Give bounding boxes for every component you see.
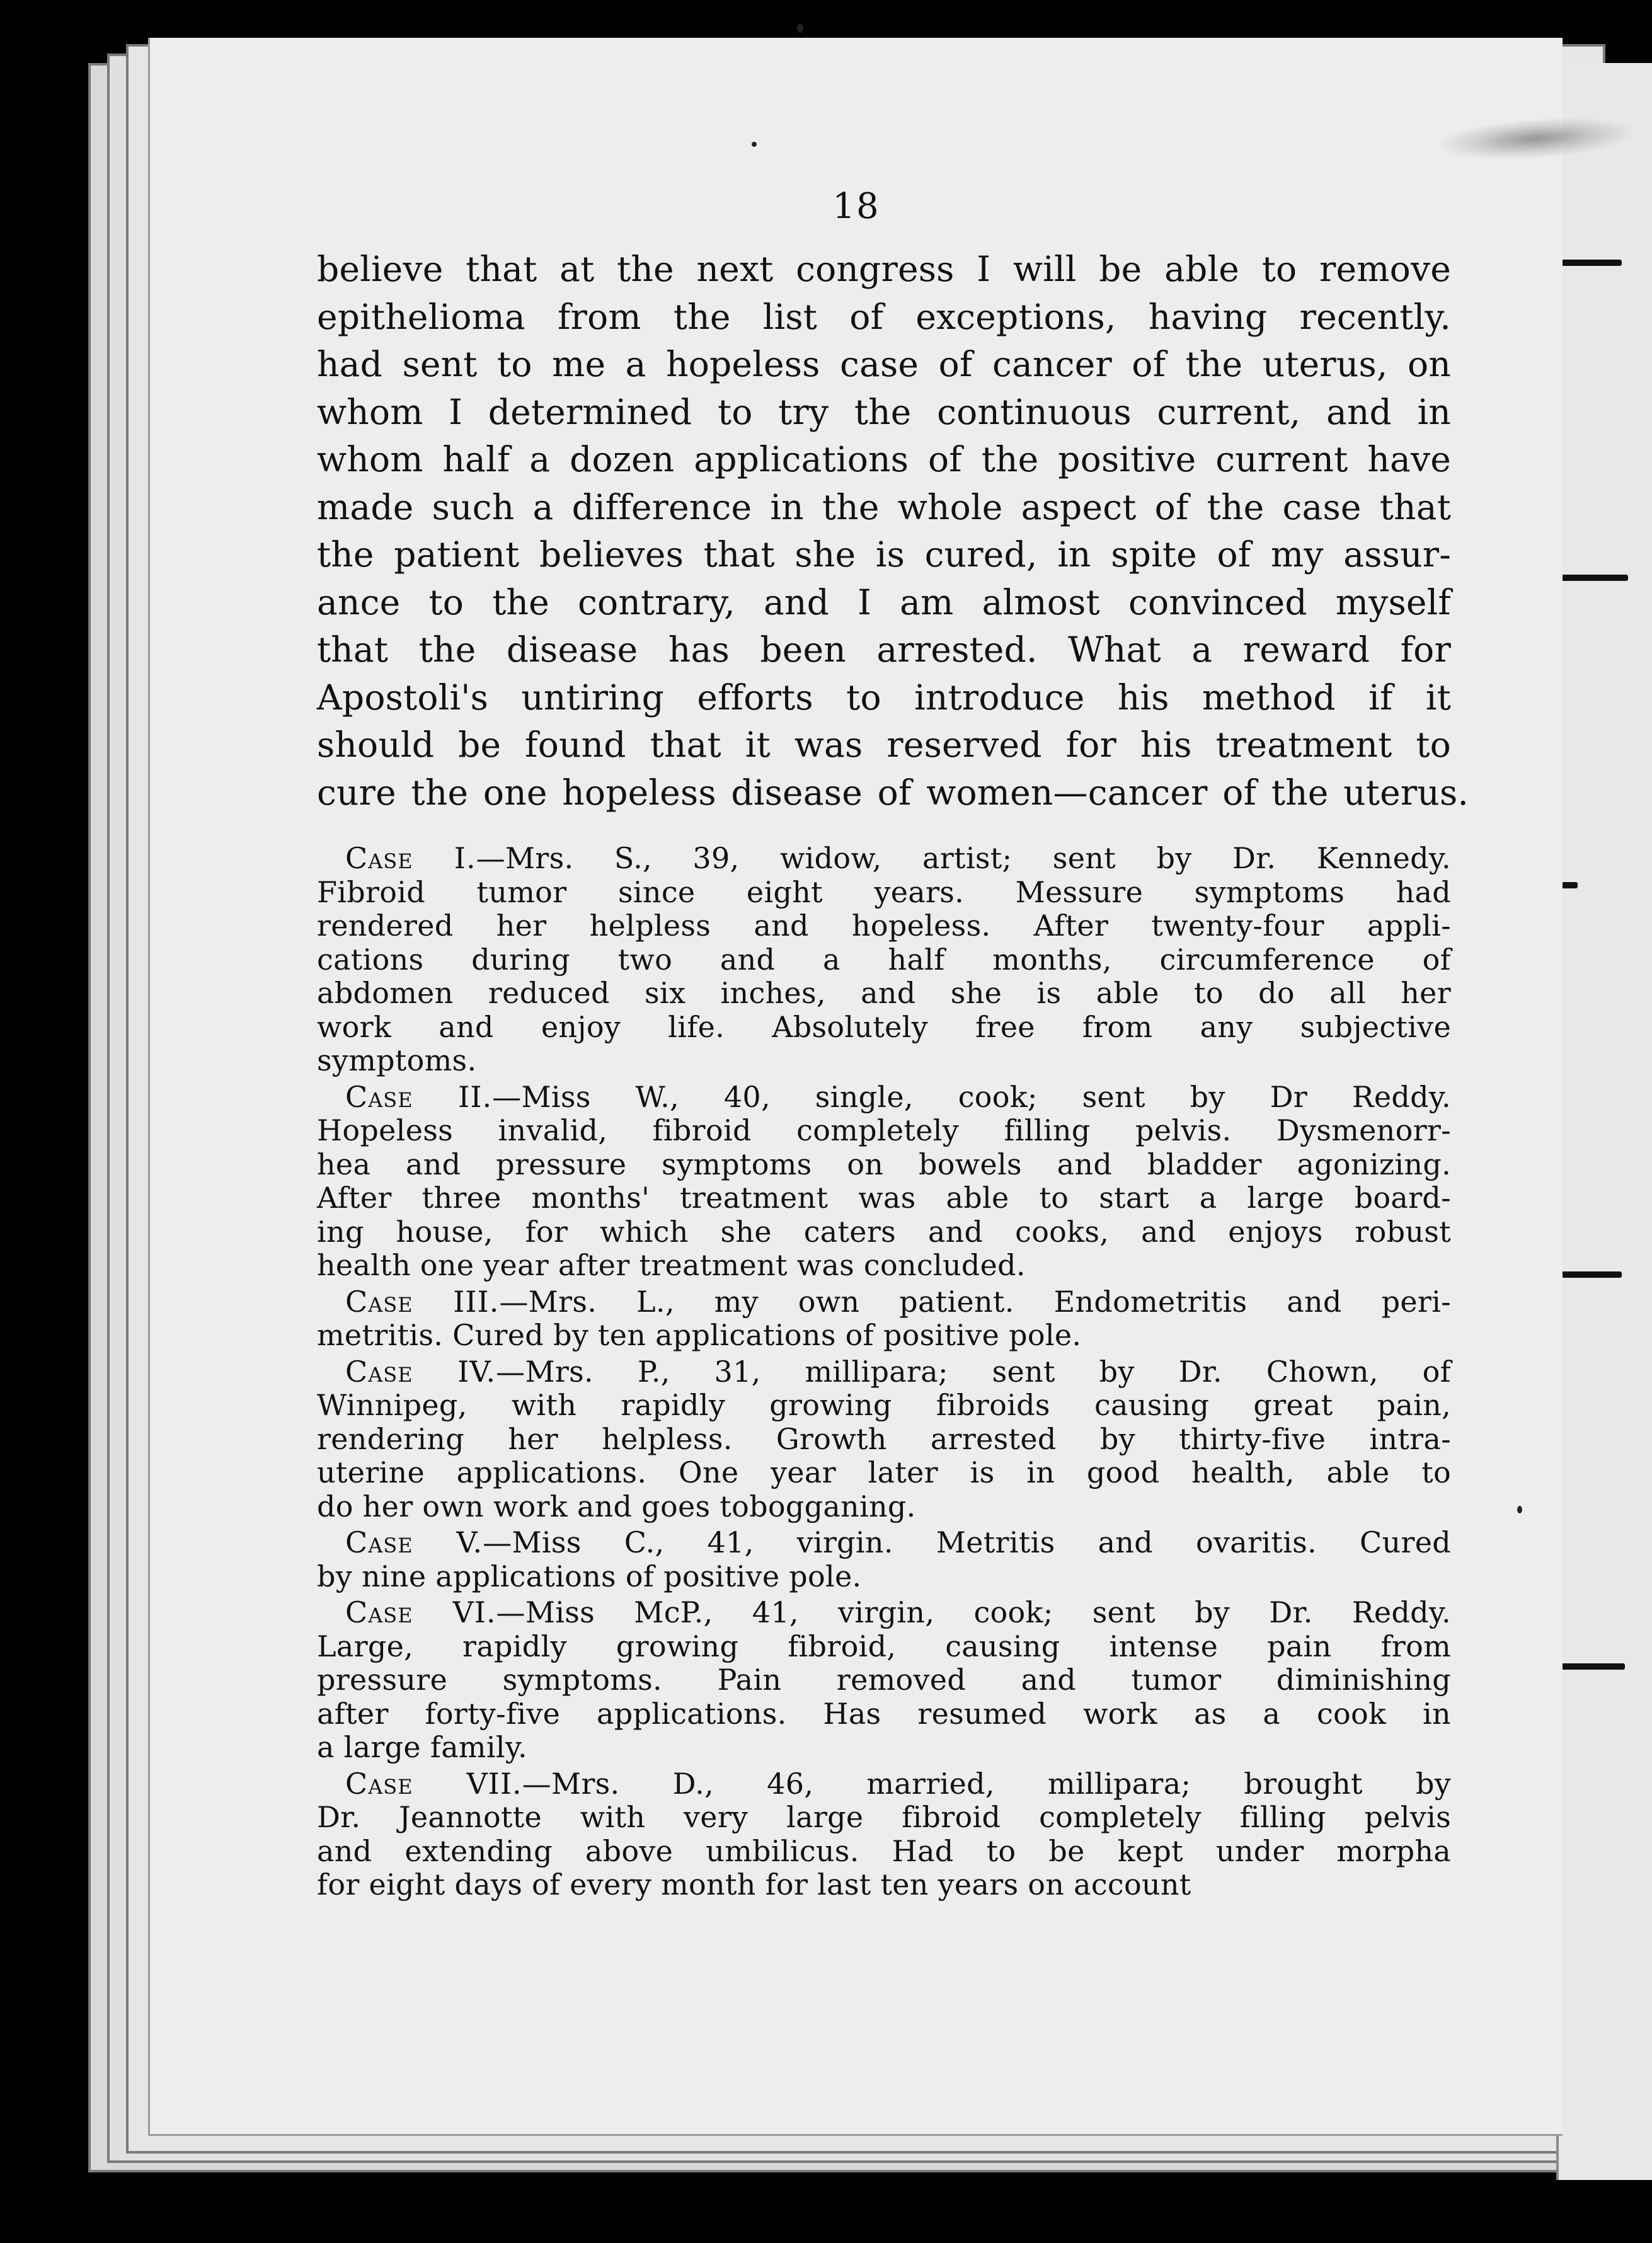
case-line: Winnipeg, with rapidly growing fibroids causing great pain, xyxy=(317,1388,1451,1422)
case-text: —Mrs. P., 31, millipara; sent by Dr. Chown, of xyxy=(496,1354,1451,1389)
body-text xyxy=(317,246,1469,1905)
binding-clip-5 xyxy=(1559,1663,1625,1670)
ink-speck xyxy=(752,142,757,147)
case-line: rendered her helpless and hopeless. After twenty-four appli- xyxy=(317,909,1451,943)
case-text: —Miss McP., 41, virgin, cook; sent by Dr. Reddy. xyxy=(496,1595,1451,1629)
case-text: —Mrs. L., my own patient. Endometritis and peri- xyxy=(499,1284,1451,1319)
case-line: work and enjoy life. Absolutely free from any subjective xyxy=(317,1009,1451,1044)
case-text: —Mrs. S., 39, widow, artist; sent by Dr. Kennedy. xyxy=(476,841,1451,875)
case-heading: Case I. xyxy=(345,841,476,875)
case-line: hea and pressure symptoms on bowels and bladder agonizing. xyxy=(317,1147,1451,1181)
paragraph-line: had sent to me a hopeless case of cancer of the uterus, on xyxy=(317,344,1451,384)
case-line: Dr. Jeannotte with very large fibroid completely filling pelvis xyxy=(317,1800,1451,1834)
binding-clip-1 xyxy=(1559,260,1622,266)
case-line: and extending above umbilicus. Had to be kept under morpha xyxy=(317,1833,1451,1868)
case-line xyxy=(317,1596,1451,1630)
case-line: Hopeless invalid, fibroid completely filling pelvis. Dysmenorr- xyxy=(317,1113,1451,1147)
case-line: for eight days of every month for last ten years on account xyxy=(317,1867,1191,1902)
paragraph-line: ance to the contrary, and I am almost convinced myself xyxy=(317,582,1451,622)
case-entry xyxy=(317,1526,1451,1593)
case-heading: Case IV. xyxy=(345,1354,496,1389)
case-line: by nine applications of positive pole. xyxy=(317,1559,862,1593)
case-line: health one year after treatment was concluded. xyxy=(317,1248,1026,1282)
case-entry xyxy=(317,1081,1451,1283)
ink-speck-top xyxy=(797,24,803,33)
paragraph-line: Apostoli's untiring efforts to introduce his method if it xyxy=(317,677,1451,718)
document-page xyxy=(148,38,1563,2136)
paragraph-line: epithelioma from the list of exceptions, having recently. xyxy=(317,296,1451,337)
case-line xyxy=(317,1355,1451,1389)
case-heading: Case VI. xyxy=(345,1595,496,1629)
facing-page-edge xyxy=(1556,63,1652,2180)
case-line: Fibroid tumor since eight years. Messure symptoms had xyxy=(317,875,1451,909)
case-entry xyxy=(317,1767,1451,1902)
ink-speck xyxy=(1517,1506,1522,1513)
page-number: 18 xyxy=(832,186,880,227)
binding-clip-4 xyxy=(1559,1271,1622,1278)
case-text: —Miss C., 41, virgin. Metritis and ovaritis. Cured xyxy=(483,1525,1451,1559)
case-heading: Case V. xyxy=(345,1525,483,1559)
case-heading: Case II. xyxy=(345,1079,493,1114)
binding-clip-2 xyxy=(1559,575,1628,581)
case-line: metritis. Cured by ten applications of positive pole. xyxy=(317,1318,1082,1352)
paragraph-line: believe that at the next congress I will be able to remove xyxy=(317,249,1451,289)
main-paragraph xyxy=(317,246,1469,817)
case-line: after forty-five applications. Has resumed work as a cook in xyxy=(317,1696,1451,1731)
case-line: a large family. xyxy=(317,1730,527,1764)
case-entry xyxy=(317,1285,1451,1353)
case-line: ing house, for which she caters and cooks, and enjoys robust xyxy=(317,1214,1451,1249)
case-line: uterine applications. One year later is in good health, able to xyxy=(317,1455,1451,1489)
case-line: cations during two and a half months, circumference of xyxy=(317,942,1451,977)
paragraph-line: whom half a dozen applications of the positive current have xyxy=(317,439,1451,479)
case-text: —Miss W., 40, single, cook; sent by Dr Reddy. xyxy=(492,1079,1451,1114)
paragraph-line: that the disease has been arrested. What a reward for xyxy=(317,629,1451,670)
case-list xyxy=(317,842,1451,1902)
case-line: pressure symptoms. Pain removed and tumor diminishing xyxy=(317,1663,1451,1697)
case-line xyxy=(317,1767,1451,1801)
paragraph-line: the patient believes that she is cured, in spite of my assur- xyxy=(317,534,1451,575)
case-line xyxy=(317,1526,1451,1560)
paragraph-line: should be found that it was reserved for his treatment to xyxy=(317,725,1451,765)
case-entry xyxy=(317,842,1451,1078)
case-text: —Mrs. D., 46, married, millipara; brought by xyxy=(522,1766,1451,1801)
case-line: After three months' treatment was able to start a large board- xyxy=(317,1181,1451,1215)
case-line: Large, rapidly growing fibroid, causing intense pain from xyxy=(317,1629,1451,1663)
case-line: do her own work and goes tobogganing. xyxy=(317,1489,916,1523)
case-line xyxy=(317,1285,1451,1319)
case-line xyxy=(317,1081,1451,1115)
case-line: rendering her helpless. Growth arrested by thirty-five intra- xyxy=(317,1421,1451,1456)
case-heading: Case VII. xyxy=(345,1766,522,1801)
case-entry xyxy=(317,1596,1451,1765)
case-line: symptoms. xyxy=(317,1043,477,1077)
paragraph-line: whom I determined to try the continuous current, and in xyxy=(317,391,1451,432)
case-entry xyxy=(317,1355,1451,1524)
paragraph-line: made such a difference in the whole aspect of the case that xyxy=(317,486,1451,527)
case-line xyxy=(317,842,1451,876)
case-heading: Case III. xyxy=(345,1284,500,1319)
case-line: abdomen reduced six inches, and she is able to do all her xyxy=(317,976,1451,1010)
paragraph-line: cure the one hopeless disease of women—cancer of the uterus. xyxy=(317,772,1469,813)
